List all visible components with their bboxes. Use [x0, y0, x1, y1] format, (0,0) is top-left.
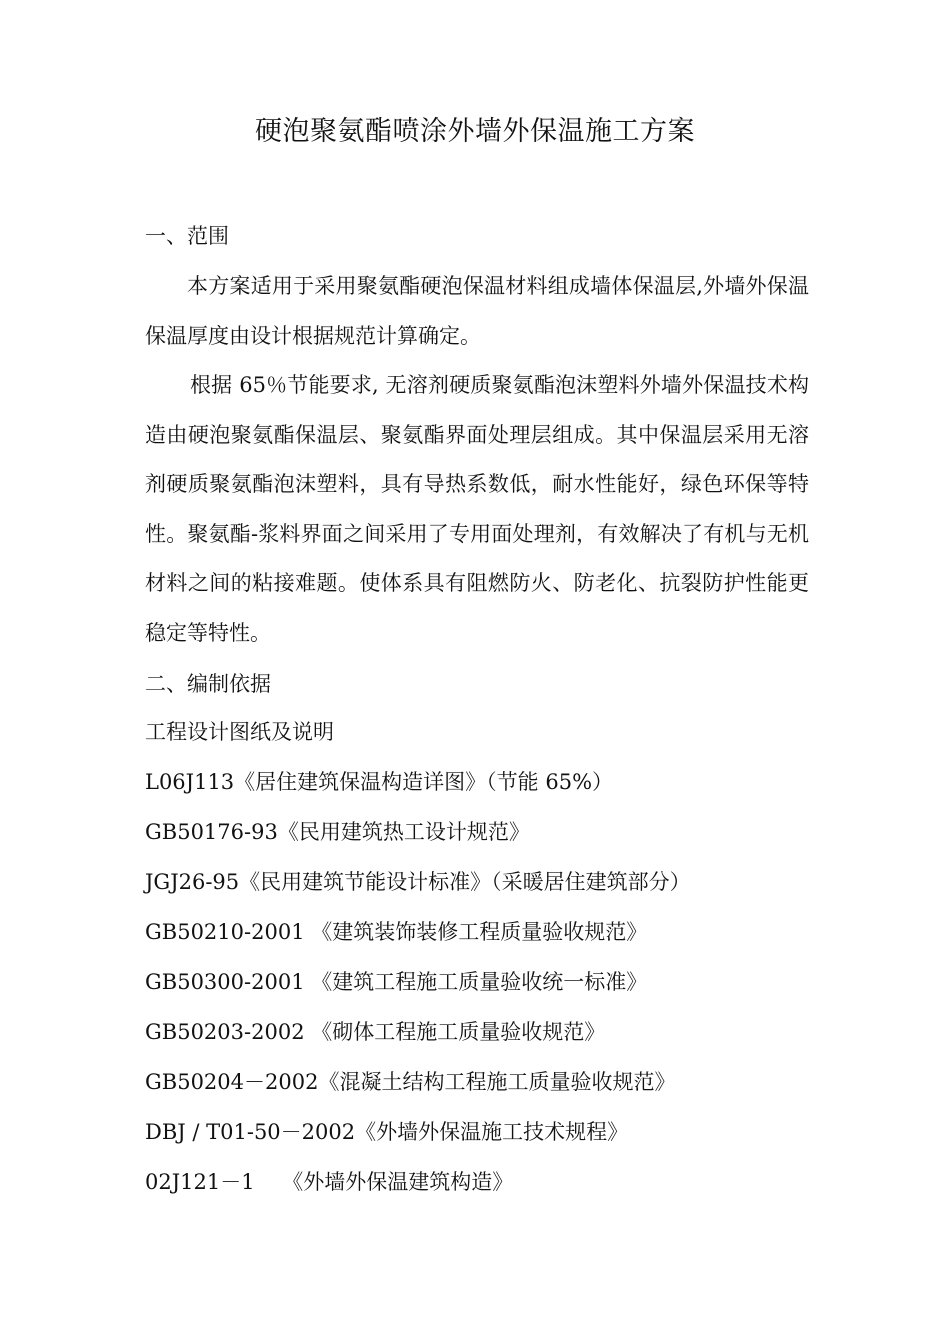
reference-item: 02J121－1 《外墙外保温建筑构造》	[145, 1170, 514, 1194]
reference-item: GB50176-93《民用建筑热工设计规范》	[145, 820, 530, 844]
scope-paragraph-2: 根据 65％节能要求, 无溶剂硬质聚氨酯泡沫塑料外墙外保温技术构造由硬泡聚氨酯保温层、聚氨酯界面处理层组成。其中保温层采用无溶剂硬质聚氨酯泡沫塑料，具有导热系数低，耐水性能好，绿色环保等特性。聚氨酯-浆料界面之间采用了专用面处理剂，有效解决了有机与无机材料之间的粘接难题。使体系具有阻燃防火、防老化、抗裂防护性能更稳定等特性。	[145, 373, 809, 645]
page-title: 硬泡聚氨酯喷涂外墙外保温施工方案	[255, 116, 695, 147]
reference-item: JGJ26-95《民用建筑节能设计标准》（采暖居住建筑部分）	[145, 870, 691, 894]
reference-item: DBJ / T01-50－2002《外墙外保温施工技术规程》	[145, 1120, 629, 1144]
section-heading-scope: 一、范围	[145, 224, 229, 248]
reference-item: GB50203-2002 《砌体工程施工质量验收规范》	[145, 1020, 606, 1044]
reference-item: GB50210-2001 《建筑装饰装修工程质量验收规范》	[145, 920, 648, 944]
scope-paragraph-1: 本方案适用于采用聚氨酯硬泡保温材料组成墙体保温层,外墙外保温保温厚度由设计根据规范计算确定。	[145, 274, 809, 348]
basis-intro: 工程设计图纸及说明	[145, 720, 334, 744]
reference-list	[145, 768, 845, 1218]
reference-item: GB50300-2001 《建筑工程施工质量验收统一标准》	[145, 970, 648, 994]
reference-item: L06J113《居住建筑保温构造详图》（节能 65%）	[145, 770, 614, 794]
section-heading-basis: 二、编制依据	[145, 672, 271, 696]
reference-item: GB50204－2002《混凝土结构工程施工质量验收规范》	[145, 1070, 676, 1094]
